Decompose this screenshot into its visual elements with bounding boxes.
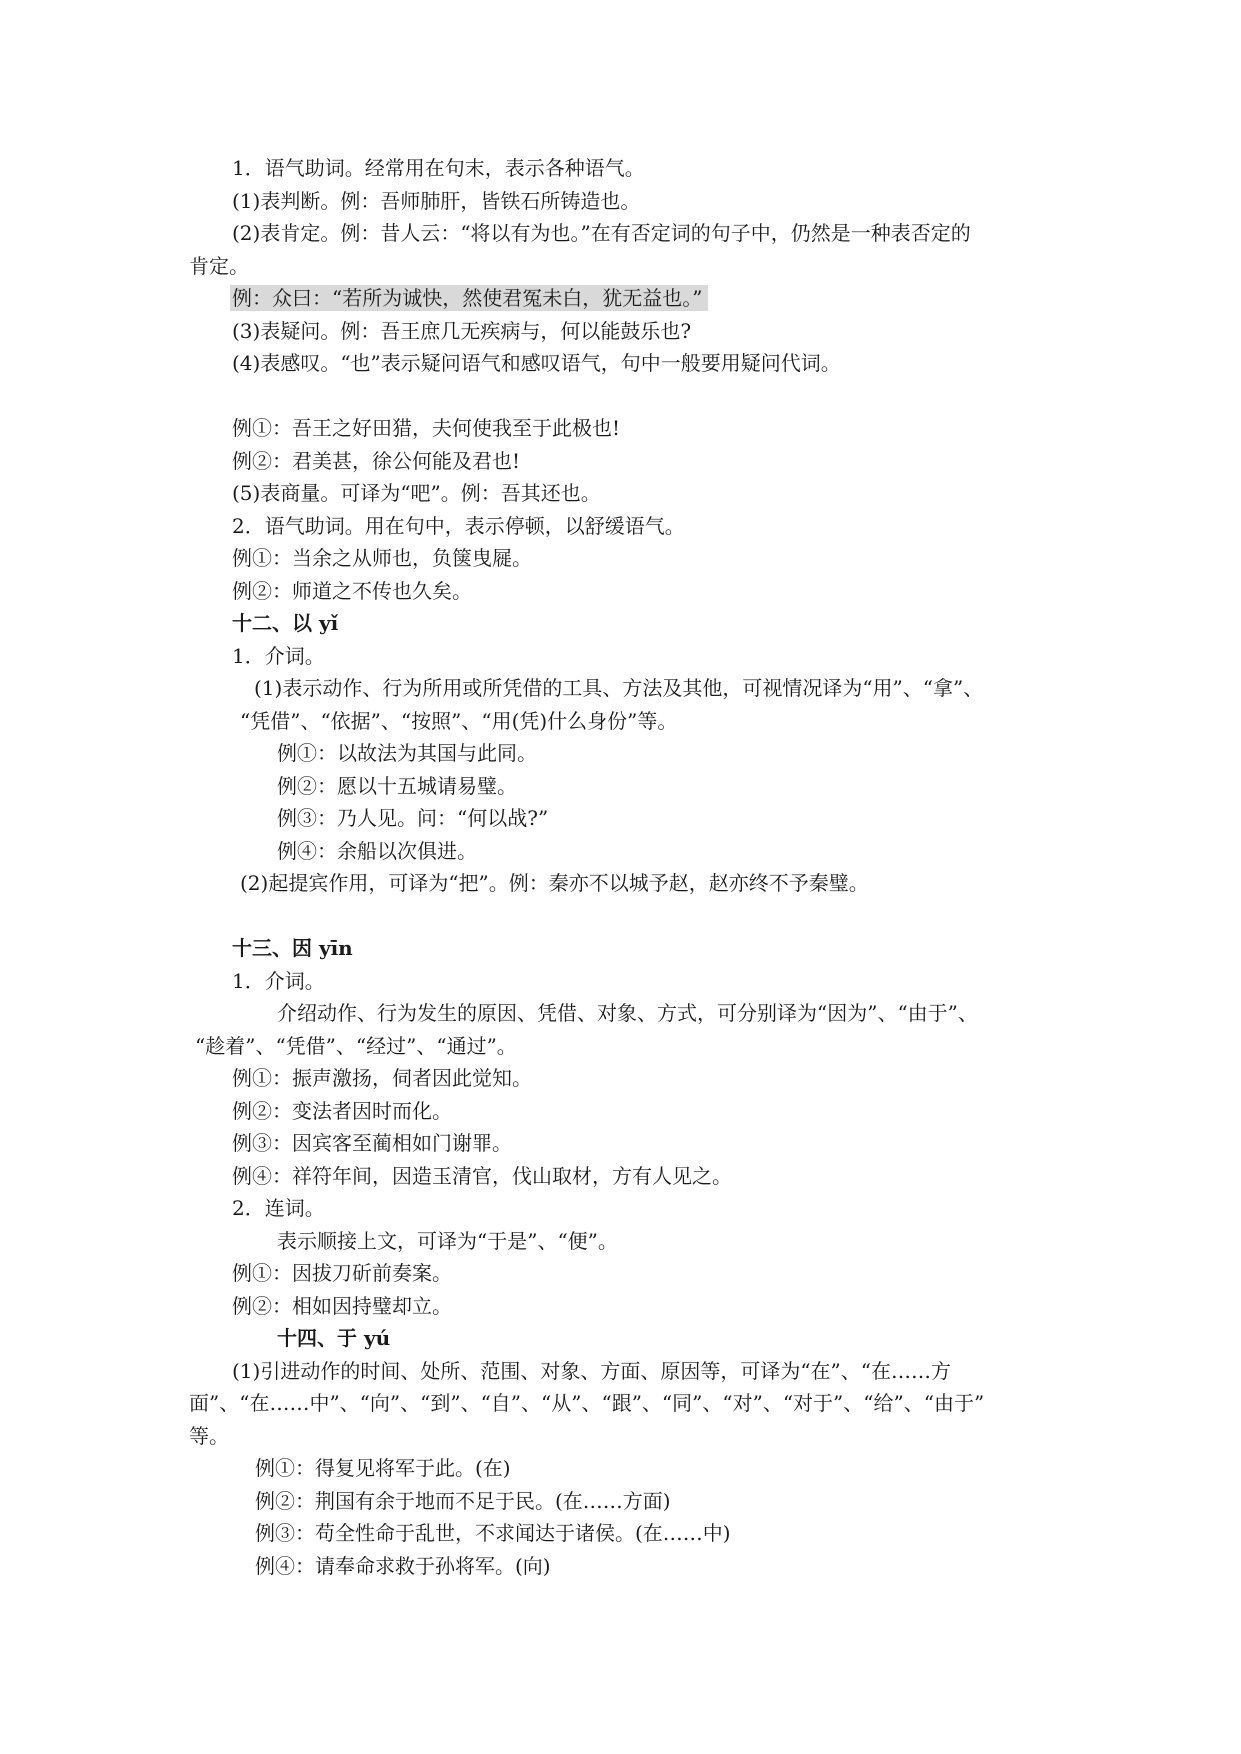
text-line: 例③：因宾客至蔺相如门谢罪。 <box>232 1131 512 1155</box>
text-line: (4)表感叹。“也”表示疑问语气和感叹语气，句中一般要用疑问代词。 <box>232 351 841 375</box>
text-line: 例①：振声激扬，伺者因此觉知。 <box>232 1066 532 1090</box>
text-line: 例④：祥符年间，因造玉清官，伐山取材，方有人见之。 <box>232 1164 732 1188</box>
text-line: 例②：君美甚，徐公何能及君也! <box>232 449 521 473</box>
text-line: 1．介词。 <box>232 969 325 993</box>
text-line: 等。 <box>189 1424 229 1448</box>
text-line: (2)起提宾作用，可译为“把”。例：秦亦不以城予赵，赵亦终不予秦璧。 <box>240 871 869 895</box>
text-line: 例②：荆国有余于地而不足于民。(在……方面) <box>255 1489 671 1513</box>
text-line: 例①：以故法为其国与此同。 <box>277 741 537 765</box>
highlighted-example: 例：众曰：“若所为诚快，然使君冤未白，犹无益也。” <box>230 285 708 311</box>
text-line: 例①：因拔刀斫前奏案。 <box>232 1261 452 1285</box>
text-line: (1)表判断。例：吾师肺肝，皆铁石所铸造也。 <box>232 189 641 213</box>
section-heading: 十四、于 yú <box>277 1326 391 1350</box>
text-line: 2．语气助词。用在句中，表示停顿，以舒缓语气。 <box>232 514 685 538</box>
text-line: 1．介词。 <box>232 644 325 668</box>
text-line: “趁着”、“凭借”、“经过”、“通过”。 <box>195 1034 517 1058</box>
text-line: (3)表疑问。例：吾王庶几无疾病与，何以能鼓乐也? <box>232 319 692 343</box>
text-line: 介绍动作、行为发生的原因、凭借、对象、方式，可分别译为“因为”、“由于”、 <box>277 1001 978 1025</box>
text-line: 例②：愿以十五城请易璧。 <box>277 774 517 798</box>
text-line: 例①：得复见将军于此。(在) <box>255 1456 511 1480</box>
text-line: 例②：师道之不传也久矣。 <box>232 579 472 603</box>
text-line: (5)表商量。可译为“吧”。例：吾其还也。 <box>232 481 601 505</box>
section-heading: 十二、以 yǐ <box>232 611 339 635</box>
text-line: 例①：吾王之好田猎，夫何使我至于此极也! <box>232 416 621 440</box>
text-line: 肯定。 <box>189 254 249 278</box>
text-line: (1)表示动作、行为所用或所凭借的工具、方法及其他，可视情况译为“用”、“拿”、 <box>254 676 984 700</box>
text-line: 2．连词。 <box>232 1196 325 1220</box>
text-line: 面”、“在……中”、“向”、“到”、“自”、“从”、“跟”、“同”、“对”、“对于”、“给”、“由于” <box>189 1391 985 1415</box>
text-line: (2)表肯定。例：昔人云：“将以有为也。”在有否定词的句子中，仍然是一种表否定的 <box>232 221 971 245</box>
text-line: 例①：当余之从师也，负箧曳屣。 <box>232 546 532 570</box>
text-line: “凭借”、“依据”、“按照”、“用(凭)什么身份”等。 <box>240 709 678 733</box>
text-line: 表示顺接上文，可译为“于是”、“便”。 <box>277 1229 618 1253</box>
text-line: 例④：余船以次俱进。 <box>277 839 477 863</box>
text-line: 例②：相如因持璧却立。 <box>232 1294 452 1318</box>
text-line: 1．语气助词。经常用在句末，表示各种语气。 <box>232 156 645 180</box>
text-line: 例④：请奉命求救于孙将军。(向) <box>255 1554 551 1578</box>
text-line: (1)引进动作的时间、处所、范围、对象、方面、原因等，可译为“在”、“在……方 <box>232 1359 952 1383</box>
section-heading: 十三、因 yīn <box>232 936 353 960</box>
text-line: 例②：变法者因时而化。 <box>232 1099 452 1123</box>
text-line: 例③：苟全性命于乱世，不求闻达于诸侯。(在……中) <box>255 1521 731 1545</box>
text-line: 例③：乃人见。问：“何以战?” <box>277 806 549 830</box>
